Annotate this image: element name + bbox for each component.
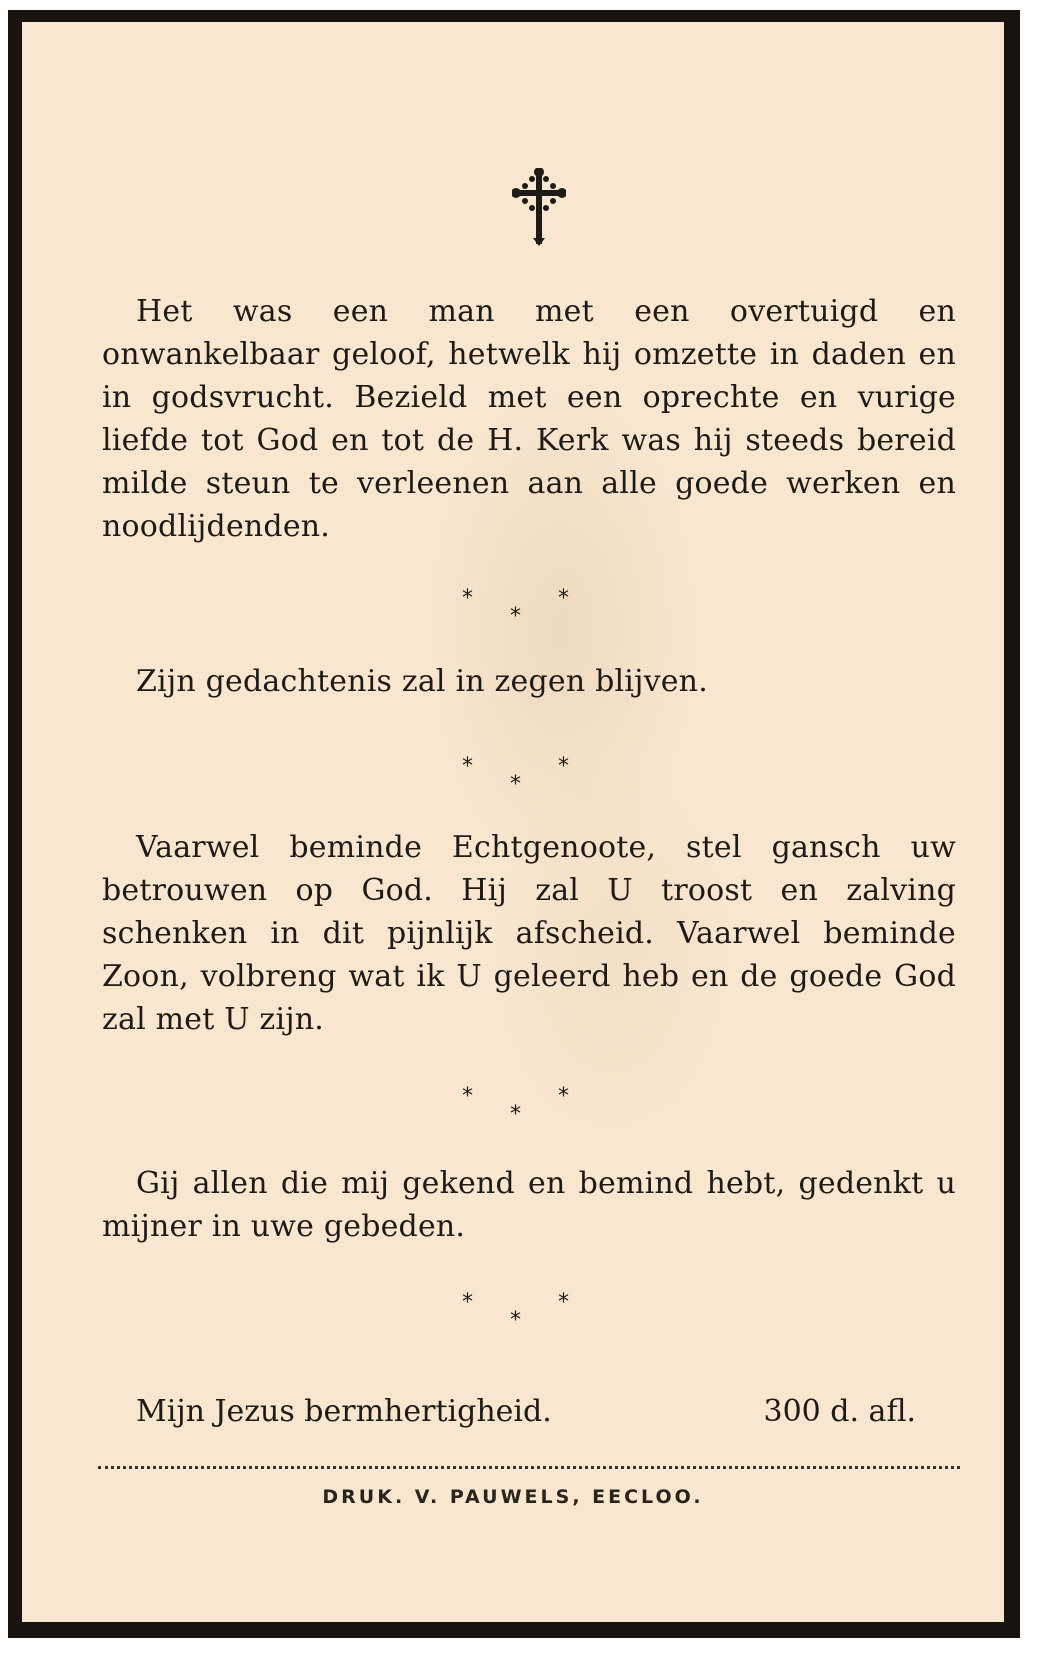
cross-icon: [512, 168, 566, 246]
prayer-text: Mijn Jezus bermhertigheid.: [136, 1394, 552, 1429]
card-paper: [22, 22, 1004, 1622]
star-mark: *: [462, 586, 473, 611]
star-mark: *: [462, 1290, 473, 1315]
prayer-line: [102, 1392, 956, 1432]
memorial-card: [8, 10, 1020, 1638]
star-divider: [462, 1086, 582, 1130]
dotted-divider: [98, 1466, 960, 1469]
star-mark: *: [462, 754, 473, 779]
star-mark: *: [510, 1308, 521, 1333]
paragraph-farewell: Vaarwel beminde Echtgenoote, stel gansch uw betrouwen op God. Hij zal U troost en zalving schenken in dit pijnlijk afscheid. Vaarwel beminde Zoon, volbreng wat ik U geleerd heb en de goede God zal met U zijn.: [102, 830, 956, 1037]
star-mark: *: [558, 1084, 569, 1109]
indulgence-text: 300 d. afl.: [763, 1394, 916, 1429]
paragraph-remembrance: Zijn gedachtenis zal in zegen blijven.: [136, 664, 708, 699]
star-divider: [462, 756, 582, 800]
star-mark: *: [462, 1084, 473, 1109]
paragraph-tribute: Het was een man met een overtuigd en onwankelbaar geloof, hetwelk hij omzette in daden en in godsvrucht. Bezield met een oprechte en vurige liefde tot God en tot de H. Kerk was hij steeds bereid milde steun te verleenen aan alle goede werken en noodlijdenden.: [102, 294, 956, 544]
star-divider: [462, 588, 582, 632]
star-mark: *: [558, 586, 569, 611]
star-mark: *: [510, 604, 521, 629]
paragraph-prayers: Gij allen die mij gekend en bemind hebt, gedenkt u mijner in uwe gebeden.: [102, 1166, 956, 1244]
star-divider: [462, 1292, 582, 1336]
star-mark: *: [558, 1290, 569, 1315]
star-mark: *: [558, 754, 569, 779]
star-mark: *: [510, 1102, 521, 1127]
star-mark: *: [510, 772, 521, 797]
printer-imprint: DRUK. V. PAUWELS, EECLOO.: [322, 1486, 704, 1508]
